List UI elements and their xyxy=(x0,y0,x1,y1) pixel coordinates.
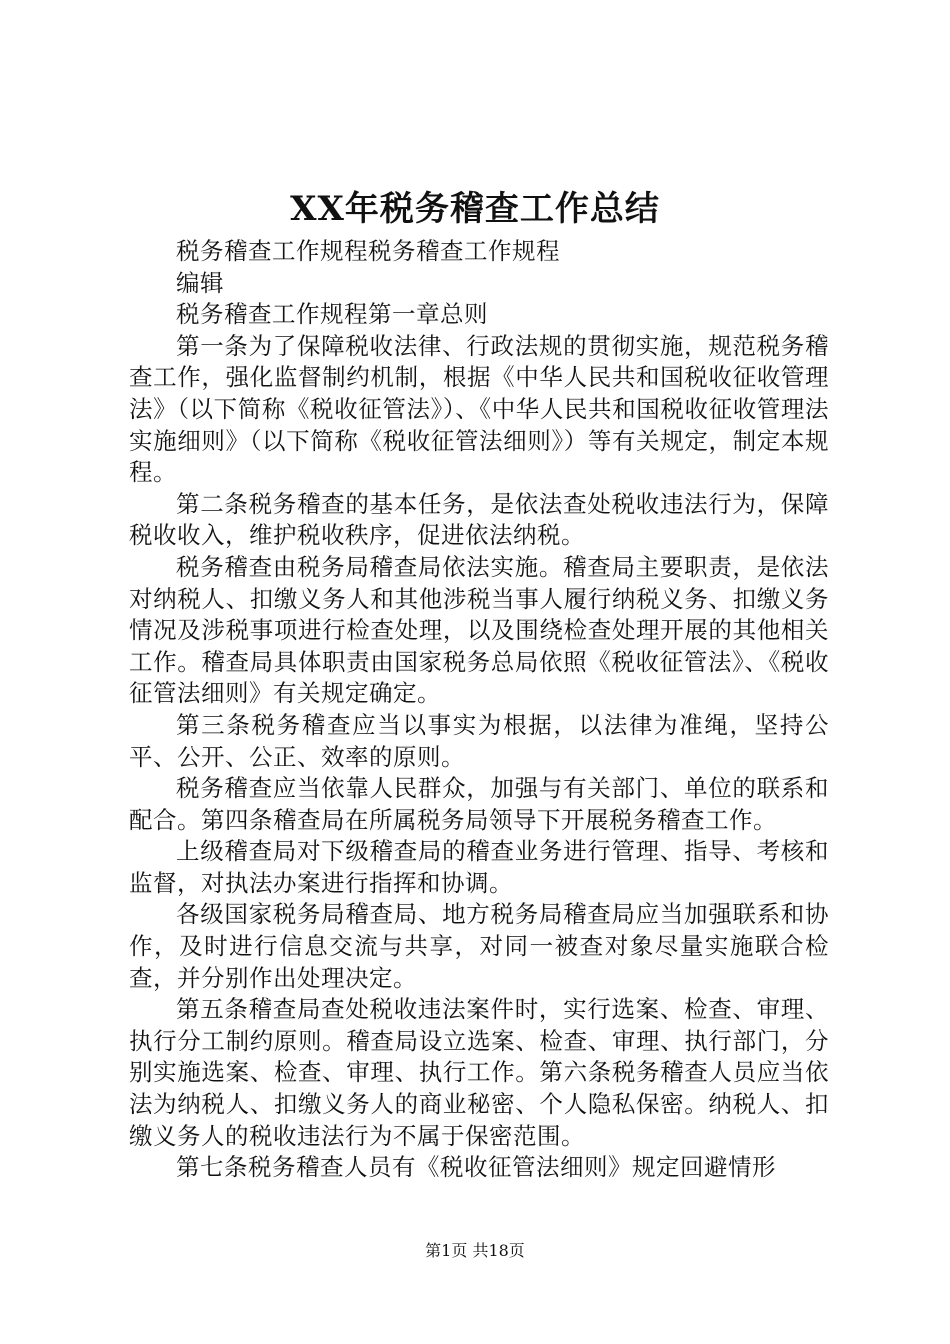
paragraph-10: 各级国家税务局稽查局、地方税务局稽查局应当加强联系和协作，及时进行信息交流与共享，对同一被查对象尽量实施联合检查，并分别作出处理决定。 xyxy=(129,900,829,992)
paragraph-6: 税务稽查由税务局稽查局依法实施。稽查局主要职责，是依法对纳税人、扣缴义务人和其他涉税当事人履行纳税义务、扣缴义务情况及涉税事项进行检查处理，以及围绕检查处理开展的其他相关工作。稽查局具体职责由国家税务总局依照《税收征管法》、《税收征管法细则》有关规定确定。 xyxy=(129,552,829,708)
document-title: XX年税务稽查工作总结 xyxy=(290,189,660,229)
paragraph-2: 编辑 xyxy=(176,268,224,297)
paragraph-12: 第七条税务稽查人员有《税收征管法细则》规定回避情形 xyxy=(176,1153,776,1182)
paragraph-5: 第二条税务稽查的基本任务，是依法查处税收违法行为，保障税收收入，维护税收秩序，促进依法纳税。 xyxy=(129,489,829,550)
document-body xyxy=(129,236,829,1184)
paragraph-8: 税务稽查应当依靠人民群众，加强与有关部门、单位的联系和配合。第四条稽查局在所属税务局领导下开展税务稽查工作。 xyxy=(129,774,829,834)
paragraph-3: 税务稽查工作规程第一章总则 xyxy=(176,300,488,329)
paragraph-1: 税务稽查工作规程税务稽查工作规程 xyxy=(176,237,560,265)
paragraph-7: 第三条税务稽查应当以事实为根据，以法律为准绳，坚持公平、公开、公正、效率的原则。 xyxy=(129,710,829,771)
page-footer: 第1页 共18页 xyxy=(425,1241,525,1260)
paragraph-9: 上级稽查局对下级稽查局的稽查业务进行管理、指导、考核和监督，对执法办案进行指挥和协调。 xyxy=(129,837,829,897)
paragraph-4: 第一条为了保障税收法律、行政法规的贯彻实施，规范税务稽查工作，强化监督制约机制，根据《中华人民共和国税收征收管理法》（以下简称《税收征管法》）、《中华人民共和国税收征收管理法实施细则》（以下简称《税收征管法细则》）等有关规定，制定本规程。 xyxy=(129,331,829,487)
paragraph-11: 第五条稽查局查处税收违法案件时，实行选案、检查、审理、执行分工制约原则。稽查局设立选案、检查、审理、执行部门，分别实施选案、检查、审理、执行工作。第六条税务稽查人员应当依法为纳税人、扣缴义务人的商业秘密、个人隐私保密。纳税人、扣缴义务人的税收违法行为不属于保密范围。 xyxy=(129,995,829,1150)
